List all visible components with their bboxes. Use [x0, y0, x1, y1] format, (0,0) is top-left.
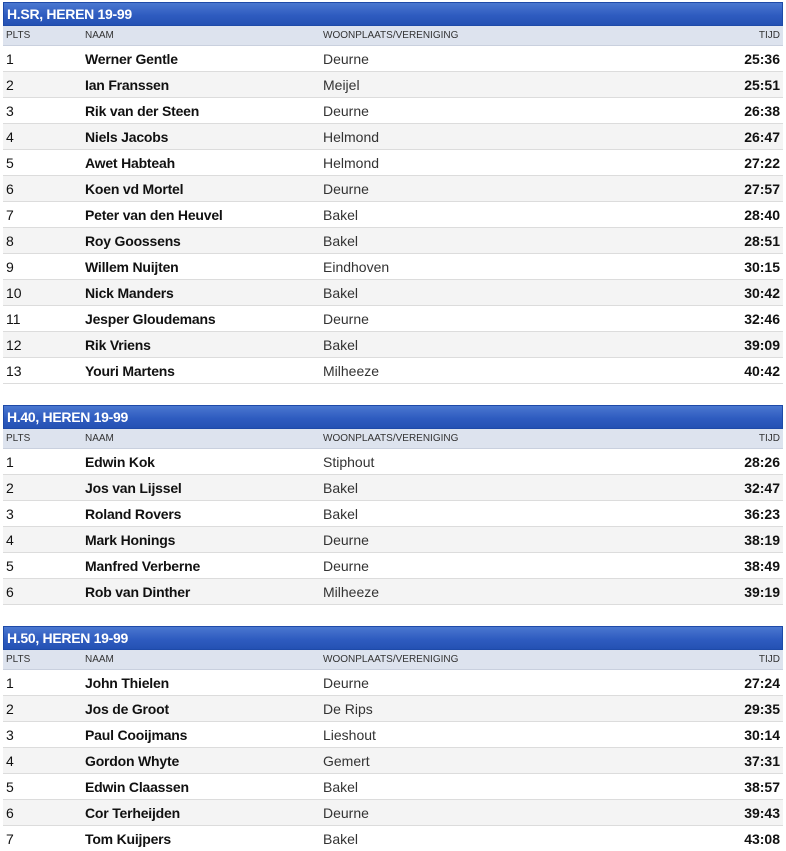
cell-residence: Bakel	[323, 506, 359, 522]
cell-position: 6	[6, 805, 14, 821]
cell-position: 5	[6, 558, 14, 574]
cell-time: 26:47	[744, 129, 780, 145]
results-section	[3, 405, 783, 605]
column-header-naam: NAAM	[85, 654, 114, 665]
cell-name: Rik Vriens	[85, 337, 151, 353]
cell-time: 28:51	[744, 233, 780, 249]
cell-position: 4	[6, 129, 14, 145]
cell-position: 3	[6, 103, 14, 119]
cell-position: 2	[6, 480, 14, 496]
cell-time: 25:36	[744, 51, 780, 67]
table-row	[3, 280, 783, 306]
cell-time: 29:35	[744, 701, 780, 717]
cell-name: Rik van der Steen	[85, 103, 200, 119]
cell-name: Youri Martens	[85, 363, 175, 379]
table-row	[3, 800, 783, 826]
table-row	[3, 202, 783, 228]
table-row	[3, 527, 783, 553]
cell-time: 39:43	[744, 805, 780, 821]
cell-position: 3	[6, 727, 14, 743]
table-row	[3, 501, 783, 527]
cell-name: Werner Gentle	[85, 51, 178, 67]
cell-time: 36:23	[744, 506, 780, 522]
table-row	[3, 124, 783, 150]
cell-time: 30:14	[744, 727, 780, 743]
cell-name: Koen vd Mortel	[85, 181, 184, 197]
table-row	[3, 254, 783, 280]
cell-time: 25:51	[744, 77, 780, 93]
cell-name: John Thielen	[85, 675, 169, 691]
cell-time: 27:22	[744, 155, 780, 171]
table-row	[3, 46, 783, 72]
table-row	[3, 358, 783, 384]
category-title: H.SR, HEREN 19-99	[3, 2, 783, 26]
cell-position: 8	[6, 233, 14, 249]
table-row	[3, 579, 783, 605]
table-row	[3, 228, 783, 254]
cell-name: Manfred Verberne	[85, 558, 201, 574]
column-header-row	[3, 26, 783, 46]
cell-position: 6	[6, 584, 14, 600]
cell-time: 40:42	[744, 363, 780, 379]
cell-position: 7	[6, 207, 14, 223]
cell-position: 7	[6, 831, 14, 847]
results-section	[3, 2, 783, 384]
table-row	[3, 449, 783, 475]
cell-time: 32:46	[744, 311, 780, 327]
table-row	[3, 176, 783, 202]
cell-residence: Milheeze	[323, 584, 380, 600]
cell-time: 26:38	[744, 103, 780, 119]
cell-name: Edwin Kok	[85, 454, 155, 470]
cell-name: Nick Manders	[85, 285, 174, 301]
cell-residence: Meijel	[323, 77, 360, 93]
cell-position: 12	[6, 337, 22, 353]
cell-residence: Bakel	[323, 779, 359, 795]
table-row	[3, 98, 783, 124]
column-header-tijd: TIJD	[758, 30, 780, 41]
cell-name: Niels Jacobs	[85, 129, 169, 145]
cell-position: 5	[6, 779, 14, 795]
column-header-tijd: TIJD	[758, 433, 780, 444]
cell-position: 9	[6, 259, 14, 275]
cell-position: 4	[6, 753, 14, 769]
cell-time: 27:24	[744, 675, 780, 691]
cell-position: 10	[6, 285, 22, 301]
table-row	[3, 72, 783, 98]
column-header-row	[3, 650, 783, 670]
cell-residence: Bakel	[323, 480, 359, 496]
cell-time: 37:31	[744, 753, 780, 769]
cell-residence: De Rips	[323, 701, 373, 717]
cell-position: 3	[6, 506, 14, 522]
cell-time: 30:15	[744, 259, 780, 275]
cell-position: 4	[6, 532, 14, 548]
cell-residence: Deurne	[323, 558, 369, 574]
results-table-body	[3, 670, 783, 851]
cell-name: Jesper Gloudemans	[85, 311, 216, 327]
cell-residence: Lieshout	[323, 727, 376, 743]
cell-time: 38:49	[744, 558, 780, 574]
cell-position: 1	[6, 51, 14, 67]
cell-residence: Deurne	[323, 51, 369, 67]
cell-position: 13	[6, 363, 22, 379]
cell-time: 28:26	[744, 454, 780, 470]
table-row	[3, 553, 783, 579]
category-title: H.50, HEREN 19-99	[3, 626, 783, 650]
table-row	[3, 722, 783, 748]
cell-residence: Gemert	[323, 753, 370, 769]
results-section	[3, 626, 783, 851]
column-header-tijd: TIJD	[758, 654, 780, 665]
cell-position: 1	[6, 675, 14, 691]
cell-name: Gordon Whyte	[85, 753, 180, 769]
cell-residence: Deurne	[323, 311, 369, 327]
table-row	[3, 696, 783, 722]
cell-residence: Deurne	[323, 103, 369, 119]
cell-time: 39:09	[744, 337, 780, 353]
cell-name: Jos van Lijssel	[85, 480, 182, 496]
cell-name: Peter van den Heuvel	[85, 207, 223, 223]
cell-position: 1	[6, 454, 14, 470]
column-header-woonplaats: WOONPLAATS/VERENIGING	[323, 433, 459, 444]
cell-residence: Helmond	[323, 129, 380, 145]
cell-residence: Deurne	[323, 805, 369, 821]
cell-residence: Milheeze	[323, 363, 380, 379]
cell-name: Roland Rovers	[85, 506, 182, 522]
cell-residence: Bakel	[323, 337, 359, 353]
column-header-plts: PLTS	[6, 433, 31, 444]
column-header-plts: PLTS	[6, 30, 31, 41]
cell-residence: Bakel	[323, 233, 359, 249]
cell-name: Cor Terheijden	[85, 805, 180, 821]
cell-residence: Deurne	[323, 675, 369, 691]
cell-time: 39:19	[744, 584, 780, 600]
cell-residence: Bakel	[323, 831, 359, 847]
cell-position: 2	[6, 77, 14, 93]
cell-time: 28:40	[744, 207, 780, 223]
cell-residence: Eindhoven	[323, 259, 390, 275]
cell-time: 38:57	[744, 779, 780, 795]
cell-residence: Deurne	[323, 532, 369, 548]
cell-name: Awet Habteah	[85, 155, 175, 171]
cell-time: 43:08	[744, 831, 780, 847]
results-table-body	[3, 449, 783, 605]
cell-name: Edwin Claassen	[85, 779, 189, 795]
cell-time: 27:57	[744, 181, 780, 197]
table-row	[3, 826, 783, 851]
column-header-plts: PLTS	[6, 654, 31, 665]
cell-name: Ian Franssen	[85, 77, 169, 93]
cell-residence: Deurne	[323, 181, 369, 197]
cell-name: Tom Kuijpers	[85, 831, 172, 847]
cell-position: 6	[6, 181, 14, 197]
cell-name: Mark Honings	[85, 532, 176, 548]
cell-residence: Helmond	[323, 155, 380, 171]
column-header-naam: NAAM	[85, 433, 114, 444]
results-table-body	[3, 46, 783, 384]
table-row	[3, 150, 783, 176]
cell-name: Roy Goossens	[85, 233, 181, 249]
cell-name: Rob van Dinther	[85, 584, 191, 600]
cell-position: 11	[6, 311, 21, 327]
table-row	[3, 475, 783, 501]
table-row	[3, 670, 783, 696]
cell-residence: Stiphout	[323, 454, 375, 470]
cell-residence: Bakel	[323, 285, 359, 301]
category-title: H.40, HEREN 19-99	[3, 405, 783, 429]
column-header-woonplaats: WOONPLAATS/VERENIGING	[323, 654, 459, 665]
cell-residence: Bakel	[323, 207, 359, 223]
table-row	[3, 748, 783, 774]
cell-position: 2	[6, 701, 14, 717]
cell-time: 38:19	[744, 532, 780, 548]
cell-position: 5	[6, 155, 14, 171]
table-row	[3, 332, 783, 358]
column-header-naam: NAAM	[85, 30, 114, 41]
cell-name: Jos de Groot	[85, 701, 169, 717]
cell-time: 32:47	[744, 480, 780, 496]
table-row	[3, 774, 783, 800]
column-header-row	[3, 429, 783, 449]
column-header-woonplaats: WOONPLAATS/VERENIGING	[323, 30, 459, 41]
cell-name: Willem Nuijten	[85, 259, 179, 275]
cell-name: Paul Cooijmans	[85, 727, 188, 743]
cell-time: 30:42	[744, 285, 780, 301]
table-row	[3, 306, 783, 332]
